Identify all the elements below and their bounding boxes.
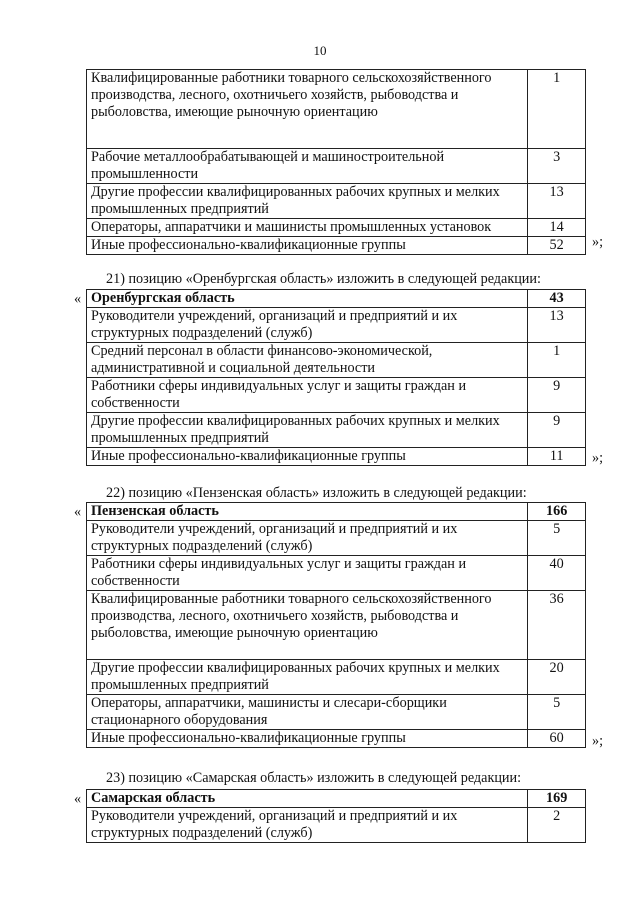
region-row: Самарская область 169 xyxy=(87,790,586,808)
closing-quote: »; xyxy=(592,733,604,749)
closing-quote: »; xyxy=(592,234,604,250)
opening-quote: « xyxy=(74,504,82,520)
table-samara xyxy=(86,789,586,843)
table-row: Рабочие металлообрабатывающей и машиностроительной промышленности 3 xyxy=(87,149,586,184)
table-row: Руководители учреждений, организаций и предприятий и их структурных подразделений (служб) 13 xyxy=(87,308,586,343)
table-row: Иные профессионально-квалификационные группы 11 xyxy=(87,448,586,466)
table-row: Иные профессионально-квалификационные группы 60 xyxy=(87,730,586,748)
table-penza xyxy=(86,502,586,748)
closing-quote: »; xyxy=(592,450,604,466)
opening-quote: « xyxy=(74,291,82,307)
section-heading-21: 21) позицию «Оренбургская область» изложить в следующей редакции: xyxy=(106,271,541,287)
table-row: Другие профессии квалифицированных рабочих крупных и мелких промышленных предприятий 20 xyxy=(87,660,586,695)
table-row: Другие профессии квалифицированных рабочих крупных и мелких промышленных предприятий 9 xyxy=(87,413,586,448)
table-row: Операторы, аппаратчики, машинисты и слесари-сборщики стационарного оборудования 5 xyxy=(87,695,586,730)
table-row: Квалифицированные работники товарного сельскохозяйственного производства, лесного, охотничьего хозяйств, рыбоводства и рыболовства, имеющие рыночную ориентацию 1 xyxy=(87,70,586,149)
opening-quote: « xyxy=(74,791,82,807)
table-row: Руководители учреждений, организаций и предприятий и их структурных подразделений (служб) 5 xyxy=(87,521,586,556)
table-row: Другие профессии квалифицированных рабочих крупных и мелких промышленных предприятий 13 xyxy=(87,184,586,219)
table-row: Иные профессионально-квалификационные группы 52 xyxy=(87,237,586,255)
table-row: Квалифицированные работники товарного сельскохозяйственного производства, лесного, охотничьего хозяйств, рыбоводства и рыболовства, имеющие рыночную ориентацию 36 xyxy=(87,591,586,660)
table-row: Средний персонал в области финансово-экономической, административной и социальной деятельности 1 xyxy=(87,343,586,378)
table-orenburg xyxy=(86,289,586,466)
section-heading-22: 22) позицию «Пензенская область» изложить в следующей редакции: xyxy=(106,485,527,501)
region-row: Пензенская область 166 xyxy=(87,503,586,521)
table-row: Работники сферы индивидуальных услуг и защиты граждан и собственности 9 xyxy=(87,378,586,413)
table-row: Работники сферы индивидуальных услуг и защиты граждан и собственности 40 xyxy=(87,556,586,591)
section-heading-23: 23) позицию «Самарская область» изложить в следующей редакции: xyxy=(106,770,522,786)
table-continuation xyxy=(86,69,586,255)
table-row: Руководители учреждений, организаций и предприятий и их структурных подразделений (служб) 2 xyxy=(87,808,586,843)
table-row: Операторы, аппаратчики и машинисты промышленных установок 14 xyxy=(87,219,586,237)
page-number: 10 xyxy=(313,43,327,58)
region-row: Оренбургская область 43 xyxy=(87,290,586,308)
